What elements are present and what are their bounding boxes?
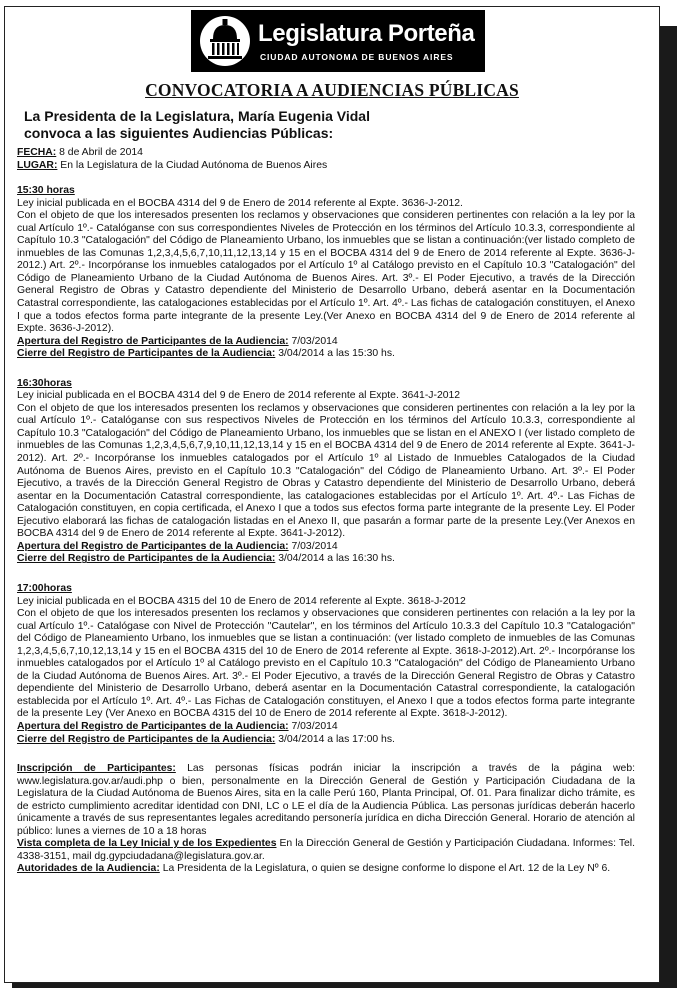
page-shadow-right (659, 26, 677, 988)
brand-subtitle: CIUDAD AUTONOMA DE BUENOS AIRES (260, 52, 454, 62)
notice-body (17, 147, 635, 876)
inscripcion-label: Inscripción de Participantes: (17, 763, 176, 775)
apertura-value: 7/03/2014 (288, 720, 338, 732)
autoridades-paragraph (17, 863, 635, 876)
vista-paragraph (17, 838, 635, 863)
hearing-body: Con el objeto de que los interesados presenten los reclamos y observaciones que consideren pertinentes con relación a la ley por la cual Artículo 1º.- Catalóganse con sus respectivos Niveles de Protección en los términos del Artículo 10.3.3, correspondiente al Capítulo 10.3 "Catalogación" del Código de Planeamiento Urbano, los inmuebles que se listan en el ANEXO I (ver listado completo de inmuebles de las Comunas 1,2,3,4,5,6,7,9,10,11,12,13,14 y 15 en el BOCBA 4314 del 9 de Enero de 2014 referente al Expte. 3641-J-2012). Art. 2º.- Incorpóranse los inmuebles catalogados por el Artículo 1º al Listado de Inmuebles Catalogados de la Ciudad Autónoma de Buenos Aires, previsto en el Capítulo 10.3 "Catalogación" del Código de Planeamiento Urbano. Art. 3º.- El Poder Ejecutivo, a través de la Dirección General Registro de Obras y Catastro dependiente del Ministerio de Desarrollo Urbano, deberá asentar en la Documentación Catastral correspondiente, las catalogaciones establecidas por el Artículo 1º. Art. 4º.- Las Fichas de Catalogación constituyen, en copia certificada, el Anexo I que a todos sus efectos forma parte integrante de la presente Ley. El Poder Ejecutivo elaborará las fichas de catalogación listadas en el Anexo II, que pasarán a formar parte de la presente Ley.(Ver Anexos en BOCBA 4314 del 9 de Enero de 2014 referente al Expte. 3641-J-2012). (17, 402, 635, 540)
vista-label: Vista completa de la Ley Inicial y de los Expedientes (17, 838, 277, 850)
intro-line-2: convoca a las siguientes Audiencias Públicas: (24, 125, 334, 141)
cierre-row (17, 734, 635, 747)
fecha-label: FECHA: (17, 147, 57, 158)
apertura-row (17, 541, 635, 554)
autoridades-text: La Presidenta de la Legislatura, o quien se designe conforme lo dispone el Art. 12 de la Ley Nº 6. (159, 863, 611, 875)
legislature-building-icon (199, 15, 251, 67)
inscripcion-text: Las personas físicas podrán iniciar la inscripción a través de la página web: www.legislatura.gov.ar/audi.php o bien, personalmente en la Dirección General de Gestión y Participación Ciudadana de la Legislatura de la Ciudad Autónoma de Buenos Aires, sita en la calle Perú 160, Planta Principal, Of. 01. Para finalizar dicho trámite, es de estricto cumplimiento acreditar identidad con DNI, LC o LE el día de la Audiencia Pública. Las personas jurídicas deberán hacerlo únicamente a través de sus representantes legales acreditando personería jurídica en dicha Dirección General. Horario de atención al público: lunes a viernes de 10 a 18 horas (17, 763, 635, 837)
cierre-row (17, 348, 635, 361)
inscripcion-paragraph (17, 763, 635, 838)
spacer (17, 746, 635, 763)
hearing-body: Con el objeto de que los interesados presenten los reclamos y observaciones que consideren pertinentes con relación a la ley por la cual Artículo 1º.- Catalógase con Nivel de Protección "Cautelar", en los términos del Artículo 10.3.3 del Capítulo 10.3 "Catalogación" del Código de Planeamiento Urbano, los inmuebles que se listan a continuación: (ver listado completo de inmuebles de las Comunas 1,2,3,4,5,6,7,10,12,13,14 y 15 en el BOCBA 4315 del 10 de Enero de 2014 referente al Expte. 3618-J-2012).Art. 2º.- Incorpóranse los inmuebles catalogados por el Artículo 1º al Catálogo previsto en el Capítulo 10.3 "Catalogación" del Código de Planeamiento Urbano de la Ciudad Autónoma de Buenos Aires. Art. 3º.- El Poder Ejecutivo, a través de la Dirección General Registro de Obras y Catastro dependiente del Ministerio de Desarrollo Urbano, deberá asentar en la Documentación Catastral correspondiente, la catalogación establecida por el Artículo 1º. Art. 4º.- Las Fichas de Catalogación constituyen, el Anexo I que a todos efectos forma parte integrante de la presente Ley (Ver Anexo en BOCBA 4315 del 10 de Enero de 2014 referente al Expte. 3618-J-2012). (17, 608, 635, 720)
hearing-body: Con el objeto de que los interesados presenten los reclamos y observaciones que consideren pertinentes con relación a la ley por la cual Artículo 1º.- Catalóganse con sus correspondientes Niveles de Protección en los términos del Artículo 10.3.3, correspondiente al Capítulo 10.3 "Catalogación" del Código de Planeamiento Urbano, los inmuebles que se listan a continuación:(ver listado completo de inmuebles de las Comunas 1,2,3,4,5,6,7,10,11,12,13,14 y 15 en el BOCBA 4314 del 9 de Enero de 2014 referente al Expte. 3636-J-2012.) Art. 2º.- Incorpóranse los inmuebles catalogados por el Artículo 1º al Catálogo previsto en el Capítulo 10.3 "Catalogación" del Código de Planeamiento Urbano de la Ciudad Autónoma de Buenos Aires. Art. 3º.- El Poder Ejecutivo, a través de la Dirección General Registro de Obras y Catastro dependiente del Ministerio de Desarrollo Urbano, deberá asentar en la Documentación Catastral correspondiente, las catalogaciones establecidas por el Artículo 1º. Art. 4º.- Las fichas de catalogación constituyen, el Anexo I que a todos efectos forma parte integrante de la presente Ley.(Ver Anexo en BOCBA 4314 del 9 de Enero de 2014 referente al Expte. 3636-J-2012). (17, 210, 635, 335)
spacer (17, 361, 635, 378)
brand-name: Legislatura Porteña (258, 20, 475, 47)
intro (24, 108, 370, 142)
cierre-value: 3/04/2014 a las 17:00 hs. (275, 733, 395, 745)
hearing-law: Ley inicial publicada en el BOCBA 4314 del 9 de Enero de 2014 referente al Expte. 3636-J-2012. (17, 197, 463, 209)
spacer (17, 172, 635, 185)
cierre-label: Cierre del Registro de Participantes de la Audiencia: (17, 348, 276, 360)
lugar-value: En la Legislatura de la Ciudad Autónoma de Buenos Aires (57, 159, 328, 171)
cierre-value: 3/04/2014 a las 16:30 hs. (275, 553, 395, 565)
document-title: CONVOCATORIA A AUDIENCIAS PÚBLICAS (145, 80, 519, 100)
hearing-time: 17:00horas (17, 582, 72, 594)
lugar-row (17, 160, 635, 173)
autoridades-label: Autoridades de la Audiencia: (17, 863, 160, 875)
apertura-row (17, 721, 635, 734)
cierre-row (17, 553, 635, 566)
header-banner (191, 10, 485, 72)
cierre-label: Cierre del Registro de Participantes de la Audiencia: (17, 553, 276, 565)
fecha-value: 8 de Abril de 2014 (56, 147, 143, 158)
hearing-time: 15:30 horas (17, 185, 75, 197)
apertura-label: Apertura del Registro de Participantes de la Audiencia: (17, 540, 289, 552)
hearing-time: 16:30horas (17, 377, 72, 389)
apertura-row (17, 336, 635, 349)
apertura-value: 7/03/2014 (288, 335, 338, 347)
lugar-label: LUGAR: (17, 159, 58, 171)
spacer (17, 566, 635, 583)
apertura-label: Apertura del Registro de Participantes de la Audiencia: (17, 335, 289, 347)
hearing-law: Ley inicial publicada en el BOCBA 4314 del 9 de Enero de 2014 referente al Expte. 3641-J-2012 (17, 390, 461, 402)
hearing-law: Ley inicial publicada en el BOCBA 4315 del 10 de Enero de 2014 referente al Expte. 3618-J-2012 (17, 595, 466, 607)
apertura-label: Apertura del Registro de Participantes de la Audiencia: (17, 720, 289, 732)
vista-text: En la Dirección General de Gestión y Participación Ciudadana. Informes: Tel. 4338-3151, mail dg.gypciudadana@legislatura.gov.ar. (17, 838, 635, 862)
intro-line-1: La Presidenta de la Legislatura, María Eugenia Vidal (24, 108, 370, 124)
apertura-value: 7/03/2014 (288, 540, 338, 552)
cierre-label: Cierre del Registro de Participantes de la Audiencia: (17, 733, 276, 745)
cierre-value: 3/04/2014 a las 15:30 hs. (275, 348, 395, 360)
fecha-row (17, 147, 635, 160)
